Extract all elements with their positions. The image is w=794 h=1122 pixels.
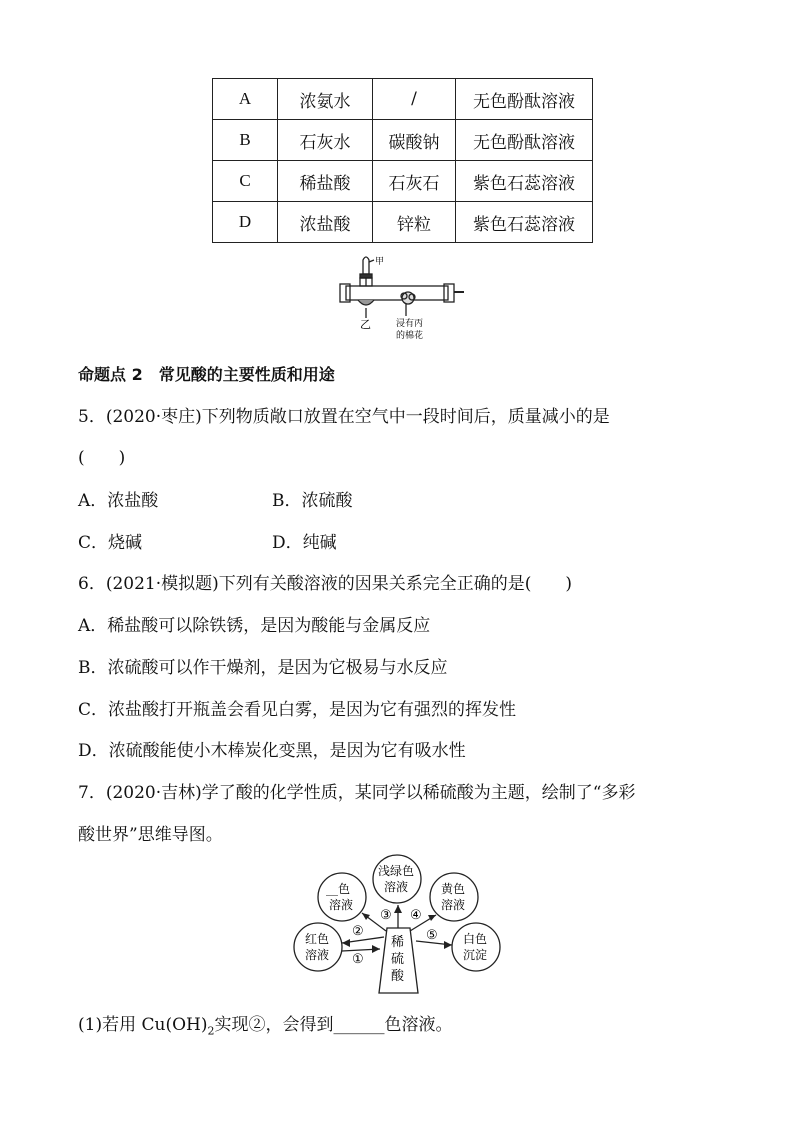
table-cell: 稀盐酸 xyxy=(278,161,373,202)
table-cell: A xyxy=(213,79,278,120)
q5-option-d: D．纯碱 xyxy=(272,533,337,553)
node-red xyxy=(294,923,342,971)
arrow-label-4: ④ xyxy=(410,908,422,923)
q7-sub1-pre: (1)若用 Cu(OH) xyxy=(78,1015,208,1035)
table-cell: 浓氨水 xyxy=(278,79,373,120)
node-yellow-l2: 溶液 xyxy=(441,898,466,912)
mindmap-diagram xyxy=(292,853,512,1003)
table-cell: 无色酚酞溶液 xyxy=(456,79,593,120)
center-char-3: 酸 xyxy=(391,969,405,984)
node-blank-color xyxy=(318,873,366,921)
node-yellow xyxy=(430,873,478,921)
table-row xyxy=(213,202,593,243)
q7-stem-1: 7．(2020·吉林)学了酸的化学性质，某同学以稀硫酸为主题，绘制了“多彩 xyxy=(78,783,636,803)
table-row xyxy=(213,120,593,161)
table-cell: 无色酚酞溶液 xyxy=(456,120,593,161)
q6-option-a: A．稀盐酸可以除铁锈，是因为酸能与金属反应 xyxy=(78,616,431,636)
q7-sub1-post: 实现②，会得到______色溶液。 xyxy=(214,1015,453,1035)
label-jia: 甲 xyxy=(375,257,385,267)
q5-option-b: B．浓硫酸 xyxy=(272,491,353,511)
table-cell: B xyxy=(213,120,278,161)
table-cell: 石灰水 xyxy=(278,120,373,161)
q7-sub1 xyxy=(78,1010,452,1037)
table-cell: C xyxy=(213,161,278,202)
node-blank-color-l2: 溶液 xyxy=(329,898,354,912)
center-char-2: 硫 xyxy=(391,952,405,967)
label-yi: 乙 xyxy=(360,318,371,331)
table-cell: / xyxy=(373,79,456,120)
arrow-label-2: ② xyxy=(352,924,364,939)
q5-option-a: A．浓盐酸 xyxy=(78,491,159,511)
center-char-1: 稀 xyxy=(391,935,405,950)
arrow-label-5: ⑤ xyxy=(426,928,438,943)
arrow-label-3: ③ xyxy=(380,908,392,923)
table-cell: 紫色石蕊溶液 xyxy=(456,161,593,202)
q7-sub1-sub: 2 xyxy=(207,1024,215,1038)
node-white-l2: 沉淀 xyxy=(463,948,488,962)
table-cell: 碳酸钠 xyxy=(373,120,456,161)
q6-stem: 6．(2021·模拟题)下列有关酸溶液的因果关系完全正确的是( ) xyxy=(78,574,573,594)
table-cell: 浓盐酸 xyxy=(278,202,373,243)
node-light-green-l1: 浅绿色 xyxy=(378,864,415,878)
table-cell: D xyxy=(213,202,278,243)
table-cell: 锌粒 xyxy=(373,202,456,243)
table-row xyxy=(213,161,593,202)
q6-option-b: B．浓硫酸可以作干燥剂，是因为它极易与水反应 xyxy=(78,658,448,678)
section-heading: 命题点 2 常见酸的主要性质和用途 xyxy=(78,365,335,384)
dropper xyxy=(363,257,369,274)
node-red-l2: 溶液 xyxy=(305,948,330,962)
glass-tube xyxy=(346,286,448,300)
q6-option-c: C．浓盐酸打开瓶盖会看见白雾，是因为它有强烈的挥发性 xyxy=(78,700,517,720)
label-bing-2: 的棉花 xyxy=(396,331,424,341)
label-bing-1: 浸有丙 xyxy=(396,319,424,329)
q5-option-c: C．烧碱 xyxy=(78,533,143,553)
q5-stem: 5．(2020·枣庄)下列物质敞口放置在空气中一段时间后，质量减小的是 xyxy=(78,407,610,427)
node-white-l1: 白色 xyxy=(463,932,488,946)
node-light-green-l2: 溶液 xyxy=(384,880,409,894)
table-cell: 石灰石 xyxy=(373,161,456,202)
node-blank-color-l1: __色 xyxy=(326,882,351,896)
node-yellow-l1: 黄色 xyxy=(441,882,466,896)
apparatus-diagram xyxy=(336,252,476,344)
table-row xyxy=(213,79,593,120)
arrow-label-1: ① xyxy=(352,952,364,967)
node-light-green xyxy=(373,855,421,903)
q7-stem-2: 酸世界”思维导图。 xyxy=(78,825,223,845)
q5-bracket: ( ) xyxy=(78,448,126,468)
node-red-l1: 红色 xyxy=(305,932,330,946)
options-table xyxy=(212,78,593,243)
q6-option-d: D．浓硫酸能使小木棒炭化变黑，是因为它有吸水性 xyxy=(78,741,466,761)
node-white xyxy=(452,923,500,971)
table-cell: 紫色石蕊溶液 xyxy=(456,202,593,243)
